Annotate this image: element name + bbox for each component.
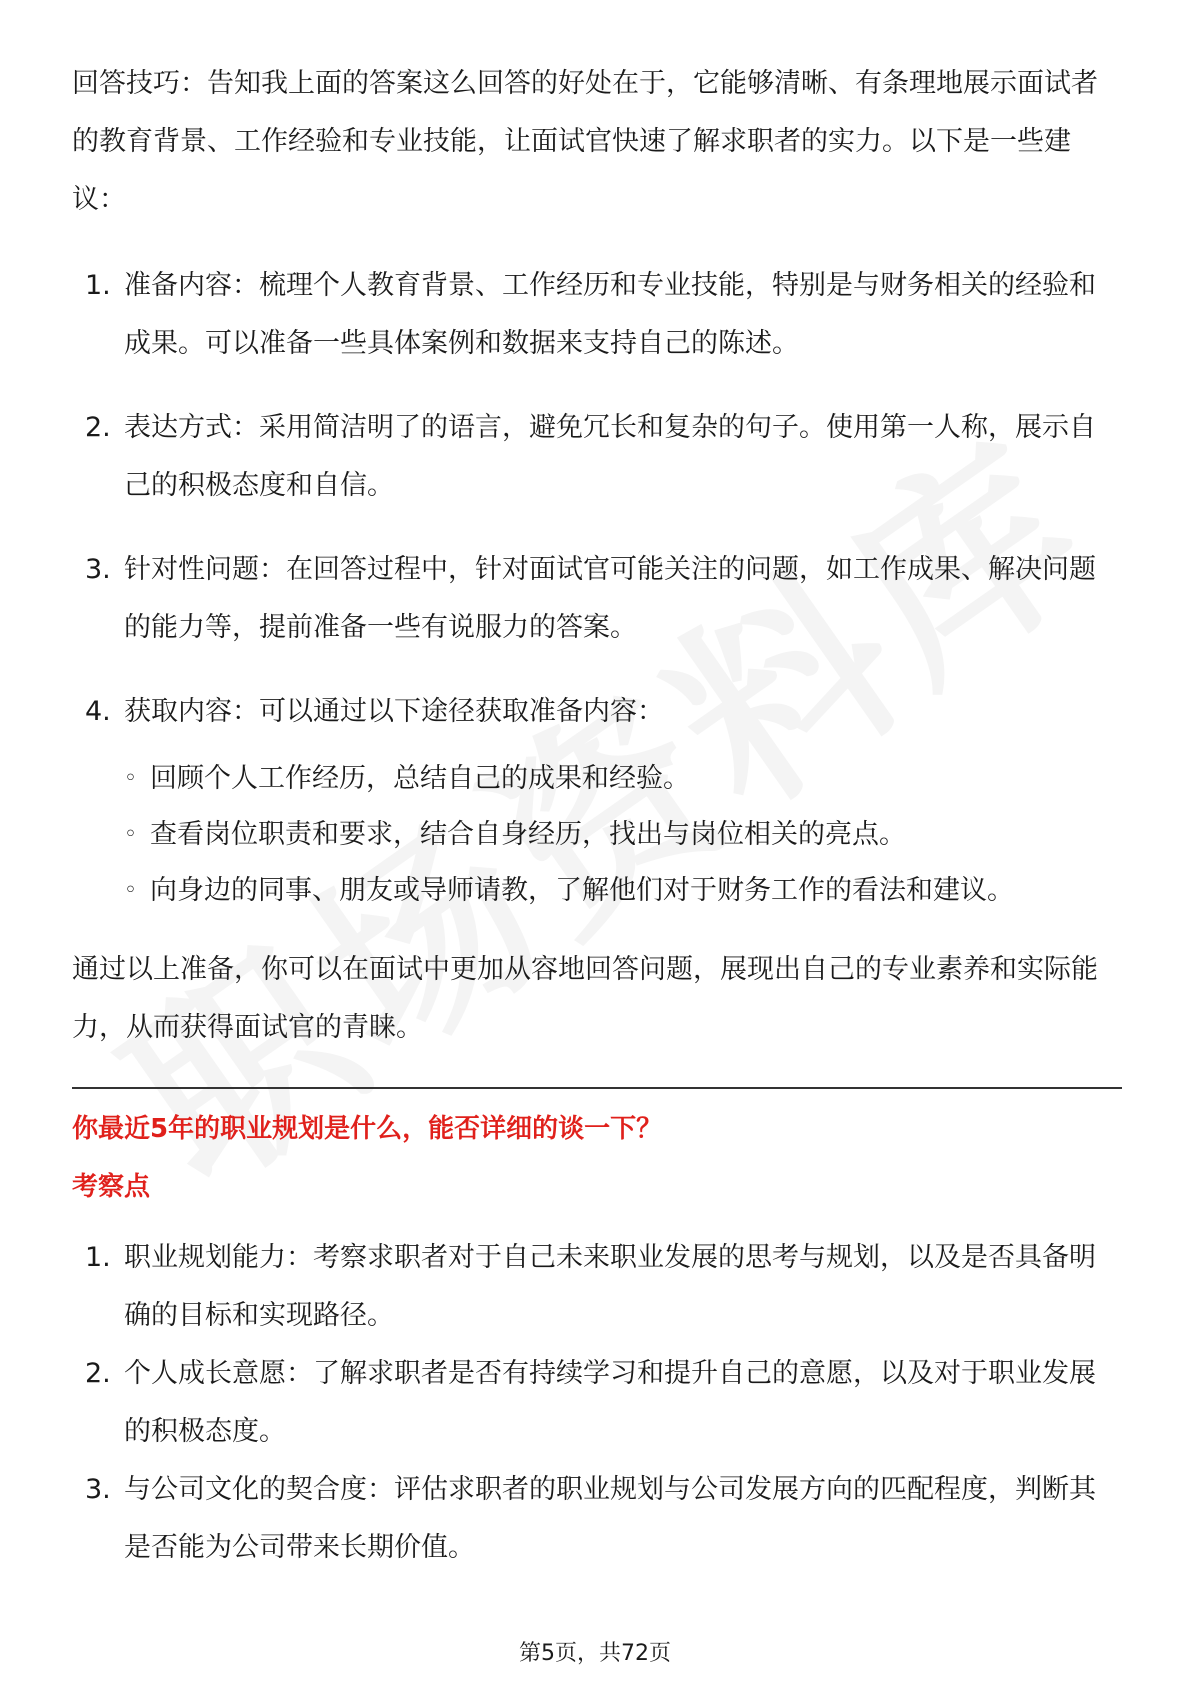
- page-content: [72, 55, 1122, 1577]
- bullet-icon: ◦: [124, 878, 137, 903]
- list-number: 2.: [85, 1358, 111, 1389]
- list-item: [72, 1229, 1122, 1345]
- page-footer: 第5页，共72页: [519, 1641, 671, 1666]
- list-number: 4.: [85, 696, 111, 727]
- sub-list-item: [124, 863, 1122, 919]
- list-number: 1.: [85, 270, 111, 301]
- sub-list-text: 查看岗位职责和要求，结合自身经历，找出与岗位相关的亮点。: [150, 819, 906, 850]
- sub-list-text: 向身边的同事、朋友或导师请教，了解他们对于财务工作的看法和建议。: [150, 875, 1014, 906]
- bullet-icon: ◦: [124, 766, 137, 791]
- tips-list: [72, 257, 1122, 919]
- list-number: 1.: [85, 1242, 111, 1273]
- list-item: [72, 1345, 1122, 1461]
- section-label: 考察点: [72, 1172, 151, 1202]
- list-item: [72, 257, 1122, 373]
- list-number: 2.: [85, 412, 111, 443]
- sub-list-item: [124, 751, 1122, 807]
- points-list: [72, 1229, 1122, 1577]
- list-text: 准备内容：梳理个人教育背景、工作经历和专业技能，特别是与财务相关的经验和成果。可以准备一些具体案例和数据来支持自己的陈述。: [124, 270, 1096, 359]
- list-text: 职业规划能力：考察求职者对于自己未来职业发展的思考与规划，以及是否具备明确的目标和实现路径。: [124, 1242, 1096, 1331]
- sub-list-item: [124, 807, 1122, 863]
- list-text: 获取内容：可以通过以下途径获取准备内容：: [124, 696, 664, 727]
- bullet-icon: ◦: [124, 822, 137, 847]
- list-number: 3.: [85, 1474, 111, 1505]
- list-number: 3.: [85, 554, 111, 585]
- list-item: [72, 1461, 1122, 1577]
- question-heading: 你最近5年的职业规划是什么，能否详细的谈一下？: [72, 1114, 663, 1144]
- sub-list-text: 回顾个人工作经历，总结自己的成果和经验。: [150, 763, 690, 794]
- list-text: 与公司文化的契合度：评估求职者的职业规划与公司发展方向的匹配程度，判断其是否能为公司带来长期价值。: [124, 1474, 1096, 1563]
- conclusion-paragraph: 通过以上准备，你可以在面试中更加从容地回答问题，展现出自己的专业素养和实际能力，从而获得面试官的青睐。: [72, 954, 1098, 1043]
- intro-paragraph: 回答技巧：告知我上面的答案这么回答的好处在于，它能够清晰、有条理地展示面试者的教育背景、工作经验和专业技能，让面试官快速了解求职者的实力。以下是一些建议：: [72, 68, 1098, 215]
- sub-list: [124, 751, 1122, 919]
- list-item: [72, 683, 1122, 919]
- section-divider: [72, 1087, 1122, 1089]
- list-item: [72, 541, 1122, 657]
- list-text: 表达方式：采用简洁明了的语言，避免冗长和复杂的句子。使用第一人称，展示自己的积极态度和自信。: [124, 412, 1096, 501]
- list-text: 针对性问题：在回答过程中，针对面试官可能关注的问题，如工作成果、解决问题的能力等，提前准备一些有说服力的答案。: [124, 554, 1096, 643]
- list-item: [72, 399, 1122, 515]
- list-text: 个人成长意愿：了解求职者是否有持续学习和提升自己的意愿，以及对于职业发展的积极态度。: [124, 1358, 1096, 1447]
